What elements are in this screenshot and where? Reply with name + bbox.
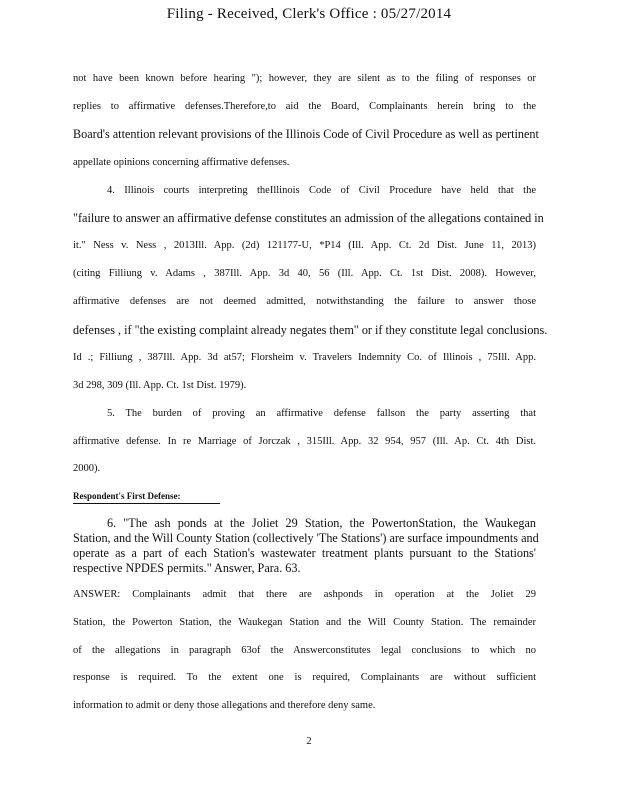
body-line: affirmative defenses are not deemed admitted, notwithstanding the failure to answer those [73, 296, 536, 307]
body-line: appellate opinions concerning affirmative defenses. [73, 157, 290, 168]
citation-line: 3d 298, 309 (Ill. App. Ct. 1st Dist. 1979). [73, 380, 247, 391]
citation-line: 2000). [73, 463, 101, 474]
citation-line: (citing Filliung v. Adams , 387Ill. App. 3d 40, 56 (Ill. App. Ct. 1st Dist. 2008). However, [73, 268, 536, 279]
paragraph-4-line: 4. Illinois courts interpreting theIllinois Code of Civil Procedure have held that the [107, 185, 536, 196]
body-line: defenses , if "the existing complaint already negates them" or if they constitute legal conclusions. [73, 323, 548, 337]
quote-line: 6. "The ash ponds at the Joliet 29 Station, the PowertonStation, the Waukegan [107, 516, 536, 530]
quote-line: operate as a part of each Station's wastewater treatment plants pursuant to the Stations' [73, 546, 536, 560]
page-number: 2 [306, 736, 312, 747]
body-line: not have been known before hearing "); however, they are silent as to the filing of responses or [73, 73, 536, 84]
quote-line: Station, and the Will County Station (collectively 'The Stations') are surface impoundments and [73, 531, 539, 545]
paragraph-5-line: 5. The burden of proving an affirmative defense fallson the party asserting that [107, 408, 536, 419]
answer-line: response is required. To the extent one is required, Complainants are without sufficient [73, 672, 536, 683]
answer-line: of the allegations in paragraph 63of the Answerconstitutes legal conclusions to which no [73, 645, 536, 656]
body-line: Board's attention relevant provisions of the Illinois Code of Civil Procedure as well as pertinent [73, 127, 539, 141]
answer-line: ANSWER: Complainants admit that there are ashponds in operation at the Joliet 29 [73, 589, 536, 600]
citation-line: it." Ness v. Ness , 2013Ill. App. (2d) 121177-U, *P14 (Ill. App. Ct. 2d Dist. June 11, 2013) [73, 240, 536, 251]
answer-line: Station, the Powerton Station, the Waukegan Station and the Will County Station. The remainder [73, 617, 536, 628]
body-line: replies to affirmative defenses.Therefore,to aid the Board, Complainants herein bring to the [73, 101, 536, 112]
citation-line: affirmative defense. In re Marriage of Jorczak , 315Ill. App. 32 954, 957 (Ill. Ap. Ct. 4th Dist. [73, 436, 536, 447]
quote-line: respective NPDES permits." Answer, Para. 63. [73, 561, 301, 575]
body-line: "failure to answer an affirmative defense constitutes an admission of the allegations contained in [73, 211, 544, 225]
section-heading: Respondent's First Defense: [73, 491, 220, 504]
answer-line: information to admit or deny those allegations and therefore deny same. [73, 700, 376, 711]
filing-header: Filing - Received, Clerk's Office : 05/27/2014 [166, 6, 452, 22]
citation-line: Id .; Filliung , 387Ill. App. 3d at57; Florsheim v. Travelers Indemnity Co. of Illinois , 75Ill. App. [73, 352, 536, 363]
